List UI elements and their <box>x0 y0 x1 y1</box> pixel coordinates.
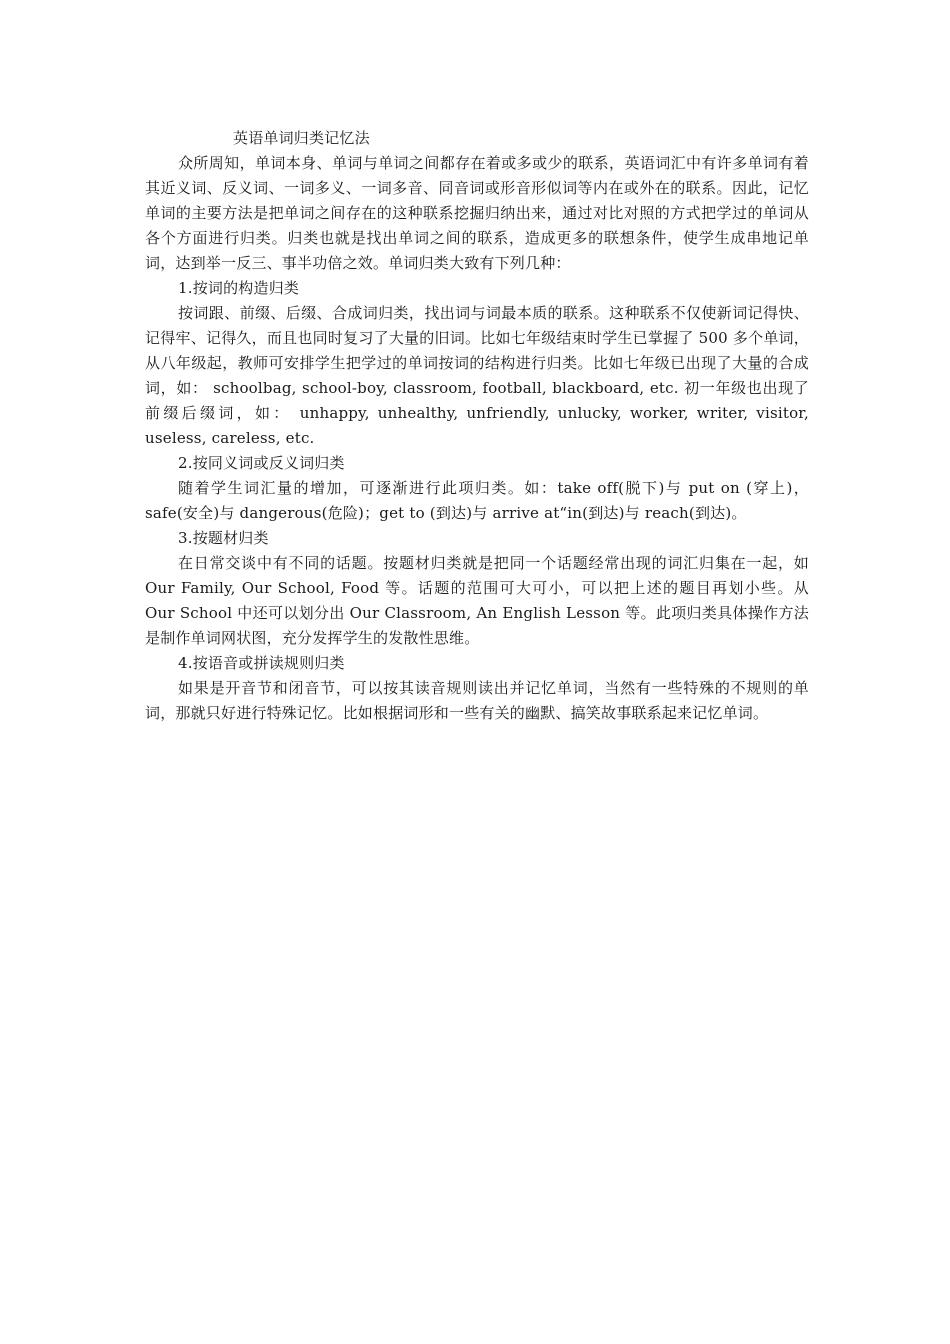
section-paragraph-topics: 在日常交谈中有不同的话题。按题材归类就是把同一个话题经常出现的词汇归集在一起，如 Our Family, Our School, Food 等。话题的范围可大可小，可以把上述的题目再划小些。从 Our School 中还可以划分出 Our Classroom, An English Lesson 等。此项归类具体操作方法是制作单词网状图，充分发挥学生的发散性思维。 <box>145 554 809 647</box>
intro-paragraph: 众所周知，单词本身、单词与单词之间都存在着或多或少的联系，英语词汇中有许多单词有着其近义词、反义词、一词多义、一词多音、同音词或形音形似词等内在或外在的联系。因此，记忆单词的主要方法是把单词之间存在的这种联系挖掘归纳出来，通过对比对照的方式把学过的单词从各个方面进行归类。归类也就是找出单词之间的联系，造成更多的联想条件，使学生成串地记单词，达到举一反三、事半功倍之效。单词归类大致有下列几种： <box>145 154 809 272</box>
section-paragraph-synonyms-antonyms: 随着学生词汇量的增加，可逐渐进行此项归类。如：take off(脱下)与 put on (穿上)，safe(安全)与 dangerous(危险)；get to (到达)与 arrive at“in(到达)与 reach(到达)。 <box>145 479 809 522</box>
section-heading-word-structure: 1.按词的构造归类 <box>178 279 300 297</box>
section-paragraph-word-structure: 按词跟、前缀、后缀、合成词归类，找出词与词最本质的联系。这种联系不仅使新词记得快、记得牢、记得久，而且也同时复习了大量的旧词。比如七年级结束时学生已掌握了 500 多个单词，从八年级起，教师可安排学生把学过的单词按词的结构进行归类。比如七年级已出现了大量的合成词，如： schoolbag, school-boy, classroom, football, blackboard, etc. 初一年级也出现了前缀后缀词，如： unhappy, unhealthy, unfriendly, unlucky, worker, writer, visitor, useless, careless, etc. <box>145 304 809 447</box>
section-heading-topics: 3.按题材归类 <box>178 529 269 547</box>
section-heading-phonics: 4.按语音或拼读规则归类 <box>178 654 345 672</box>
section-heading-synonyms-antonyms: 2.按同义词或反义词归类 <box>178 454 345 472</box>
section-paragraph-phonics: 如果是开音节和闭音节，可以按其读音规则读出并记忆单词，当然有一些特殊的不规则的单词，那就只好进行特殊记忆。比如根据词形和一些有关的幽默、搞笑故事联系起来记忆单词。 <box>145 679 809 722</box>
document-title: 英语单词归类记忆法 <box>233 129 370 147</box>
document-body <box>145 126 809 726</box>
